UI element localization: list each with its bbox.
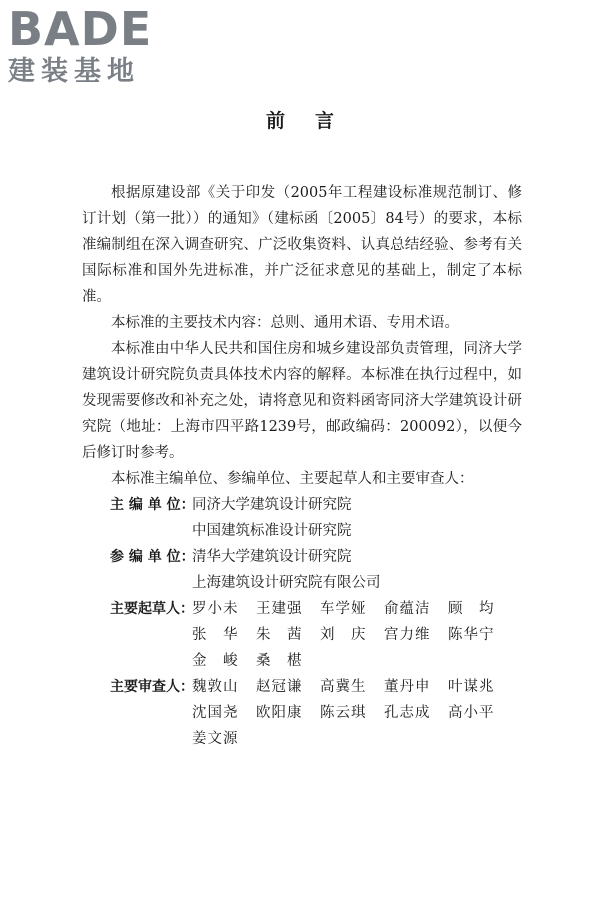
roster-participant-units	[82, 544, 522, 596]
preface-body	[82, 180, 522, 752]
reviewer-name: 孔志成	[384, 705, 431, 721]
chief-units-label: 主 编 单 位：	[110, 497, 195, 513]
reviewer-name: 叶谋兆	[448, 679, 495, 695]
paragraph-background: 根据原建设部《关于印发（2005年工程建设标准规范制订、修订计划（第一批））的通知》（建标函〔2005〕84号）的要求，本标准编制组在深入调查研究、广泛收集资料、认真总结经验、参考有关国际标准和国外先进标准，并广泛征求意见的基础上，制定了本标准。	[82, 185, 522, 305]
reviewer-name: 董丹申	[384, 679, 431, 695]
roster	[82, 492, 522, 752]
paragraph-roster-intro: 本标准主编单位、参编单位、主要起草人和主要审查人：	[111, 471, 474, 487]
drafter-name: 宫力维	[384, 627, 431, 643]
logo-subtitle: 建装基地	[8, 56, 140, 87]
reviewer-name: 魏敦山	[192, 679, 239, 695]
drafter-name: 陈华宁	[448, 627, 495, 643]
participant-units-list	[192, 544, 522, 596]
drafter-name: 金 峻	[192, 653, 239, 669]
roster-chief-units	[82, 492, 522, 544]
drafters-list	[192, 596, 522, 674]
drafter-name: 顾 均	[448, 601, 495, 617]
chief-units-list	[192, 492, 522, 544]
reviewer-name: 高冀生	[320, 679, 367, 695]
reviewers-label: 主要审查人：	[110, 679, 194, 695]
chief-unit: 同济大学建筑设计研究院	[192, 497, 352, 513]
roster-drafters	[82, 596, 522, 674]
participant-units-label: 参 编 单 位：	[110, 549, 195, 565]
paragraph-management: 本标准由中华人民共和国住房和城乡建设部负责管理，同济大学建筑设计研究院负责具体技术内容的解释。本标准在执行过程中，如发现需要修改和补充之处，请将意见和资料函寄同济大学建筑设计研究院（地址：上海市四平路1239号，邮政编码：200092），以便今后修订时参考。	[82, 341, 522, 461]
drafters-label: 主要起草人：	[110, 601, 194, 617]
reviewer-name: 赵冠谦	[256, 679, 303, 695]
paragraph-technical-content: 本标准的主要技术内容：总则、通用术语、专用术语。	[111, 315, 459, 331]
drafter-name: 桑 椹	[256, 653, 303, 669]
reviewer-name: 姜文源	[192, 731, 239, 747]
page-title: 前言	[265, 110, 364, 132]
drafter-name: 王建强	[256, 601, 303, 617]
drafter-name: 车学娅	[320, 601, 367, 617]
participant-unit: 清华大学建筑设计研究院	[192, 549, 352, 565]
drafter-name: 朱 茜	[256, 627, 303, 643]
reviewer-name: 高小平	[448, 705, 495, 721]
reviewer-name: 欧阳康	[256, 705, 303, 721]
drafter-name: 张 华	[192, 627, 239, 643]
participant-unit: 上海建筑设计研究院有限公司	[192, 575, 381, 591]
reviewer-name: 陈云琪	[320, 705, 367, 721]
roster-reviewers	[82, 674, 522, 752]
reviewer-name: 沈国尧	[192, 705, 239, 721]
brand-logo	[8, 4, 178, 94]
logo-brand-text: BADE	[8, 2, 153, 56]
reviewers-list	[192, 674, 522, 752]
chief-unit: 中国建筑标准设计研究院	[192, 523, 352, 539]
drafter-name: 俞蕴洁	[384, 601, 431, 617]
drafter-name: 刘 庆	[320, 627, 367, 643]
drafter-name: 罗小未	[192, 601, 239, 617]
